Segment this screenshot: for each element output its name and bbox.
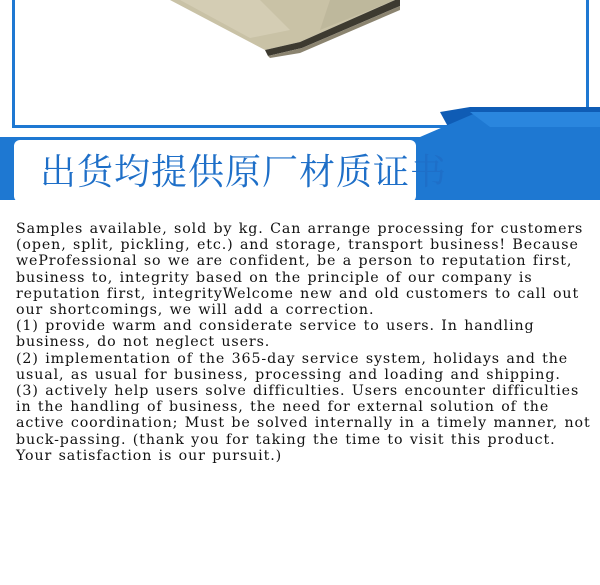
description-paragraph: (3) actively help users solve difficulties. Users encounter difficulties in the handling of business, the need for external solution of the active coordination; Must be solved internally in a timely manner, not buck-passing. (thank you for taking the time to visit this product. Your satisfaction is our pursuit.) (16, 383, 591, 464)
product-description (16, 221, 592, 464)
description-paragraph: Samples available, sold by kg. Can arrange processing for customers (open, split, pickling, etc.) and storage, transport business! Because weProfessional so we are confident, be a person to reputation first, business to, integrity based on the principle of our company is reputation first, integrityWelcome new and old customers to call out our shortcomings, we will add a correction. (16, 221, 584, 319)
section-banner (0, 107, 600, 205)
description-paragraph: (2) implementation of the 365-day service system, holidays and the usual, as usual for business, processing and loading and shipping. (16, 350, 569, 383)
banner-title: 出货均提供原厂材质证书 (40, 152, 448, 193)
description-paragraph: (1) provide warm and considerate service to users. In handling business, do not neglect users. (16, 318, 535, 351)
